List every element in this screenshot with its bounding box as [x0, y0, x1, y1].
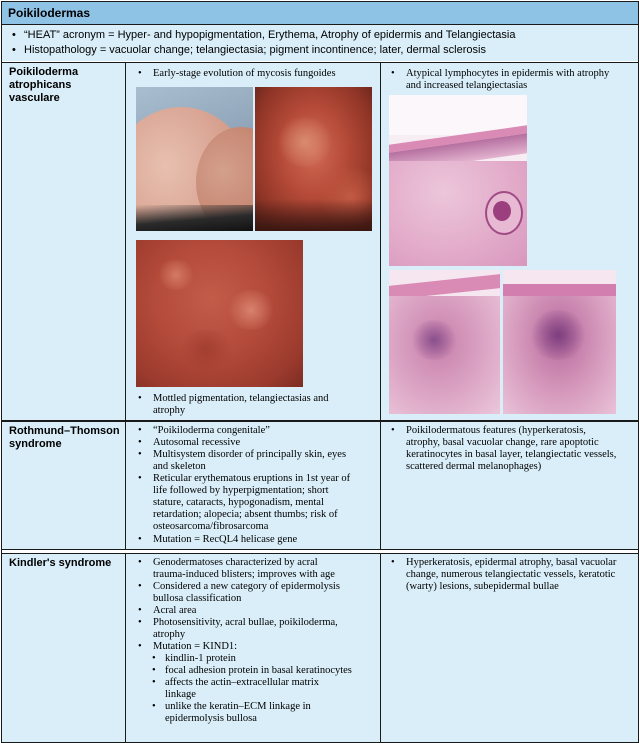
bullet: • [391, 68, 395, 79]
table-header [2, 2, 638, 25]
table-row-rothmund-thomson: Rothmund–Thomson syndrome • “Poikiloderma congenitale” • Autosomal recessive • Multisystem disorder of principally skin, eyes and skeleton • Reticular erythematous eruptions in 1st year of life followed by hyperpigmentation; short stature, cataracts, hypogonadism, mental retardation; alopecia; absent thumbs; risk of osteosarcoma/fibrosarcoma • Mutation = RecQL4 helicase gene • Poikilodermatous features (hyperkeratosis, atrophy, basal vacuolar change, rare apoptotic keratinocytes in basal layer, telangiectatic vessels, scattered dermal melanophages) [1, 421, 639, 550]
poikilodermas-table [1, 1, 639, 742]
column-divider [380, 63, 381, 420]
column-divider [125, 63, 126, 420]
intro-text-heat: “HEAT” acronym = Hyper- and hypopigmentation, Erythema, Atrophy of epidermis and Telangiectasia [24, 29, 516, 41]
row-name-poikiloderma: Poikiloderma atrophicans vasculare [9, 66, 79, 104]
clinical-photo-arm [136, 87, 253, 231]
clinical-photo-axilla [255, 87, 372, 231]
histology-image-section-2 [389, 270, 500, 414]
histology-image-section-3 [503, 270, 616, 414]
intro-text-histopathology: Histopathology = vacuolar change; telangiectasia; pigment incontinence; later, dermal sclerosis [24, 44, 486, 56]
table-row-kindler: Kindler's syndrome • Genodermatoses characterized by acral trauma-induced blisters; improves with age • Considered a new category of epidermolysis bullosa classification • Acral area • Photosensitivity, acral bullae, poikiloderma, atrophy • Mutation = KIND1: • kindlin-1 protein • focal adhesion protein in basal keratinocytes • affects the actin–extracellular matrix linkage • unlike the keratin–ECM linkage in epidermolysis bullosa • Hyperkeratosis, epidermal atrophy, basal vacuolar change, numerous telangiectatic vessels, keratotic (warty) lesions, subepidermal bullae [1, 553, 639, 743]
row-name-rothmund-thomson: Rothmund–Thomson syndrome [9, 425, 120, 450]
column-divider [125, 554, 126, 742]
table-title: Poikilodermas [8, 6, 91, 20]
clinical-text: Early-stage evolution of mycosis fungoides [153, 68, 336, 79]
clinical-photo-closeup [136, 240, 303, 387]
histology-image-low-power [389, 95, 527, 266]
bullet: • [138, 393, 142, 404]
column-divider [380, 554, 381, 742]
bullet: • [12, 44, 16, 56]
bullet: • [12, 29, 16, 41]
column-divider [380, 422, 381, 549]
column-divider [125, 422, 126, 549]
intro-panel [2, 25, 638, 61]
row-name-kindler: Kindler's syndrome [9, 557, 112, 569]
table-row-poikiloderma: Poikiloderma atrophicans vasculare • Early-stage evolution of mycosis fungoides • Mottled pigmentation, telangiectasias and atrophy • Atypical lymphocytes in epidermis with atrophy and increased telangiectasias [1, 62, 639, 421]
bullet: • [138, 68, 142, 79]
